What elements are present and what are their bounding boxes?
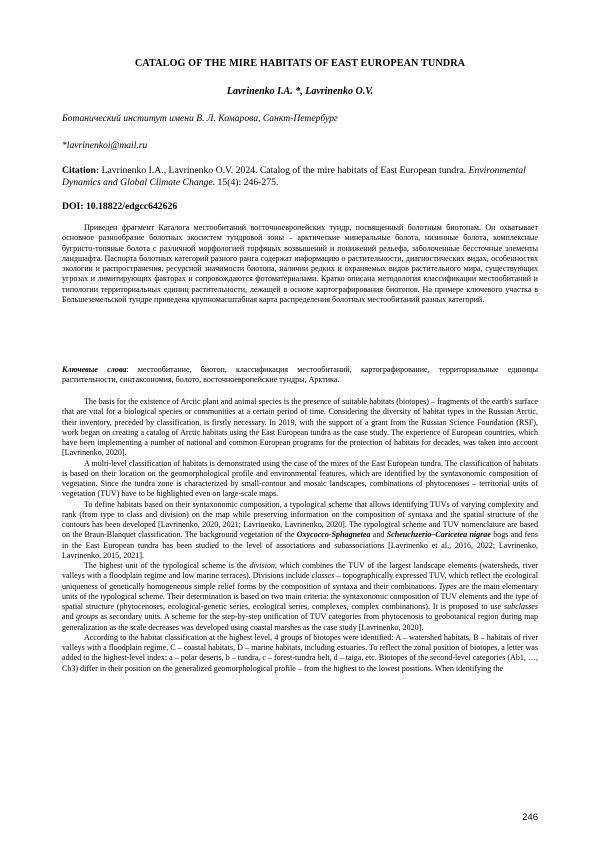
paragraph-text: as secondary units. A scheme for the step-by-step unification of TUV categories from phytocenosis to geobotanical region during map generalization as the scale decreases was developed using coastal marshes as the case study [Lavrinenko, 2020].: [62, 612, 538, 632]
italic-term: subclasses: [504, 602, 538, 611]
abstract-paragraph: Приведен фрагмент Каталога местообитаний восточноевропейских тундр, посвященный болотным биотопам. Он охватывает основное разнообразие болотных экосистем тундровой зоны – арктические минеральные болота, низинные болота, комплексные бугристо-топяные болота с различной морфологией торфяных возвышений и понижений рельефа, заболоченные бессточные элементы ландшафта. Паспорта болотных категорий разного ранга содержат информацию о растительности, диагностических видах, особенностях экологии и распространения, ресурсной значимости биотопа, наличии редких и охраняемых видов растительного мира, существующих угрозах и лимитирующих факторах и сопровождаются фотоматериалами. Кратко описана методология классификации местообитаний и типологии территориальных единиц растительности, лежащей в основе картографирования биотопов. На примере ключевого участка в Большеземельской тундре приведена крупномасштабная карта распределения болотных местообитаний разных категорий.: [62, 223, 538, 305]
paper-title: CATALOG OF THE MIRE HABITATS OF EAST EUROPEAN TUNDRA: [134, 58, 466, 69]
paragraph-text: – topographically expressed TUV, which reflect the ecological uniqueness of genetically homogeneous simple relief forms by the composition of syntaxa and their combinations.: [62, 571, 538, 591]
body-paragraph: [62, 633, 538, 674]
doi-line[interactable]: DOI: 10.18822/edgcc642626: [62, 201, 178, 212]
author-email[interactable]: *lavrinenkoi@mail.ru: [62, 140, 148, 151]
italic-term: classes: [311, 571, 335, 581]
keywords-label: Ключевые слова: [62, 365, 127, 374]
paragraph-text: A multi-level classification of habitats is demonstrated using the case of the mires of the East European tundra. The classification of habitats is based on their location on the geomorphological profile and environmental features, which are identified by the syntaxonomic composition of vegetation. Since the tundra zone is characterized by small-contour and mosaic landscapes, combinations of phytocenoses – territorial units of vegetation (TUV) have to be highlighted even on large-scale maps.: [62, 458, 538, 499]
paragraph-text: and: [370, 530, 387, 540]
paragraph-text: and: [62, 612, 76, 622]
paragraph-text: The highest unit of the typological scheme is the: [84, 561, 250, 570]
citation-tail: . 15(4): 246-275.: [212, 177, 279, 188]
paragraph-text: bogs and fens in the East European tundra has been studied to the level of associations and subassociations [Lavrinenko et al., 2016, 2022; Lavrinenko, Lavrinenko, 2015, 2021].: [62, 530, 538, 560]
citation-block: [62, 165, 542, 189]
paragraph-text: To define habitats based on their syntaxonomic composition, a typological scheme that allows identifying TUVs of varying complexity and rank (from type to class and division) on the map while preserving information on the composition of syntaxa and the spatial structure of the contours has been developed [Lavrinenko, 2020, 2021; Lavrinenko, Lavrinenko, 2020]. The typological scheme and TUV nomenclature are based on the Braun-Blanquet classification. The background vegetation of the: [62, 499, 538, 540]
citation-label: Citation:: [62, 165, 100, 176]
body-paragraph: [62, 500, 538, 562]
page-number: 246: [522, 812, 538, 823]
taxon-name: Scheuchzerio–Caricetea nigrae: [386, 530, 491, 540]
body-paragraph: [62, 561, 538, 633]
paragraph-text: According to the habitat classification at the highest level, 4 groups of biotopes were identified: A – watershed habitats, B – habitats of river valleys with a floodplain regime, C – coastal habitats, D – marine habitats, including estuaries. To reflect the zonal position of biotopes, a letter was added to the highest-level index: a – polar deserts, b – tundra, c – forest-tundra belt, d – taiga, etc. Biotopes of the second-level categories (Ab1, …, Cb3) differ in their position on the generalized geomorphological profile – from the highest to the lowest positions. When identifying the: [62, 632, 538, 673]
paragraph-text: The basis for the existence of Arctic plant and animal species is the presence of suitable habitats (biotopes) – fragments of the earth's surface that are vital for a biological species or communities at a certain period of time. Considering the diversity of habitat types in the Russian Arctic, their inventory, preceded by classification, is firstly necessary. In 2019, with the support of a grant from the Russian Science Foundation (RSF), work began on creating a catalog of Arctic habitats using the East European tundra as the case study. The experience of European countries, which have been implementing a number of national and common European programs for the protection of habitats for decades, was taken into account [Lavrinenko, 2020].: [62, 397, 538, 458]
keywords-text: : местообитание, биотоп, классификация местообитаний, картографирование, территориальные единицы растительности, синтаксономия, болото, восточноевропейские тундры, Арктика.: [62, 365, 539, 385]
citation-journal: Environmental Dynamics and Global Climate Change: [62, 165, 526, 188]
italic-term: groups: [75, 612, 99, 622]
body-text: [62, 397, 538, 674]
body-paragraph: [62, 459, 538, 500]
paper-authors: Lavrinenko I.A. *, Lavrinenko O.V.: [226, 86, 374, 97]
paragraph-text: are the main elementary units of the typological scheme. Their determination is based on two main criteria: the syntaxonomic composition of TUV elements and the type of spatial structure (phytocenoses, ecological-genetic series, ecological series, complexes, complex combinations). It is proposed to use: [62, 581, 538, 611]
citation-text: Lavrinenko I.A., Lavrinenko O.V. 2024. Catalog of the mire habitats of East European tundra.: [99, 165, 469, 176]
body-paragraph: [62, 397, 538, 459]
keywords-block: [62, 365, 538, 386]
author-affiliation: Ботанический институт имени В. Л. Комарова, Санкт-Петербург: [62, 113, 338, 124]
italic-term: Types: [438, 581, 457, 591]
taxon-name: Oxycocco-Sphagnetea: [296, 530, 371, 540]
paragraph-text: , which combines the TUV of the largest landscape elements (watersheds, river valleys with a floodplain regime and low marine terraces). Divisions include: [62, 561, 538, 581]
italic-term: division: [249, 561, 275, 570]
